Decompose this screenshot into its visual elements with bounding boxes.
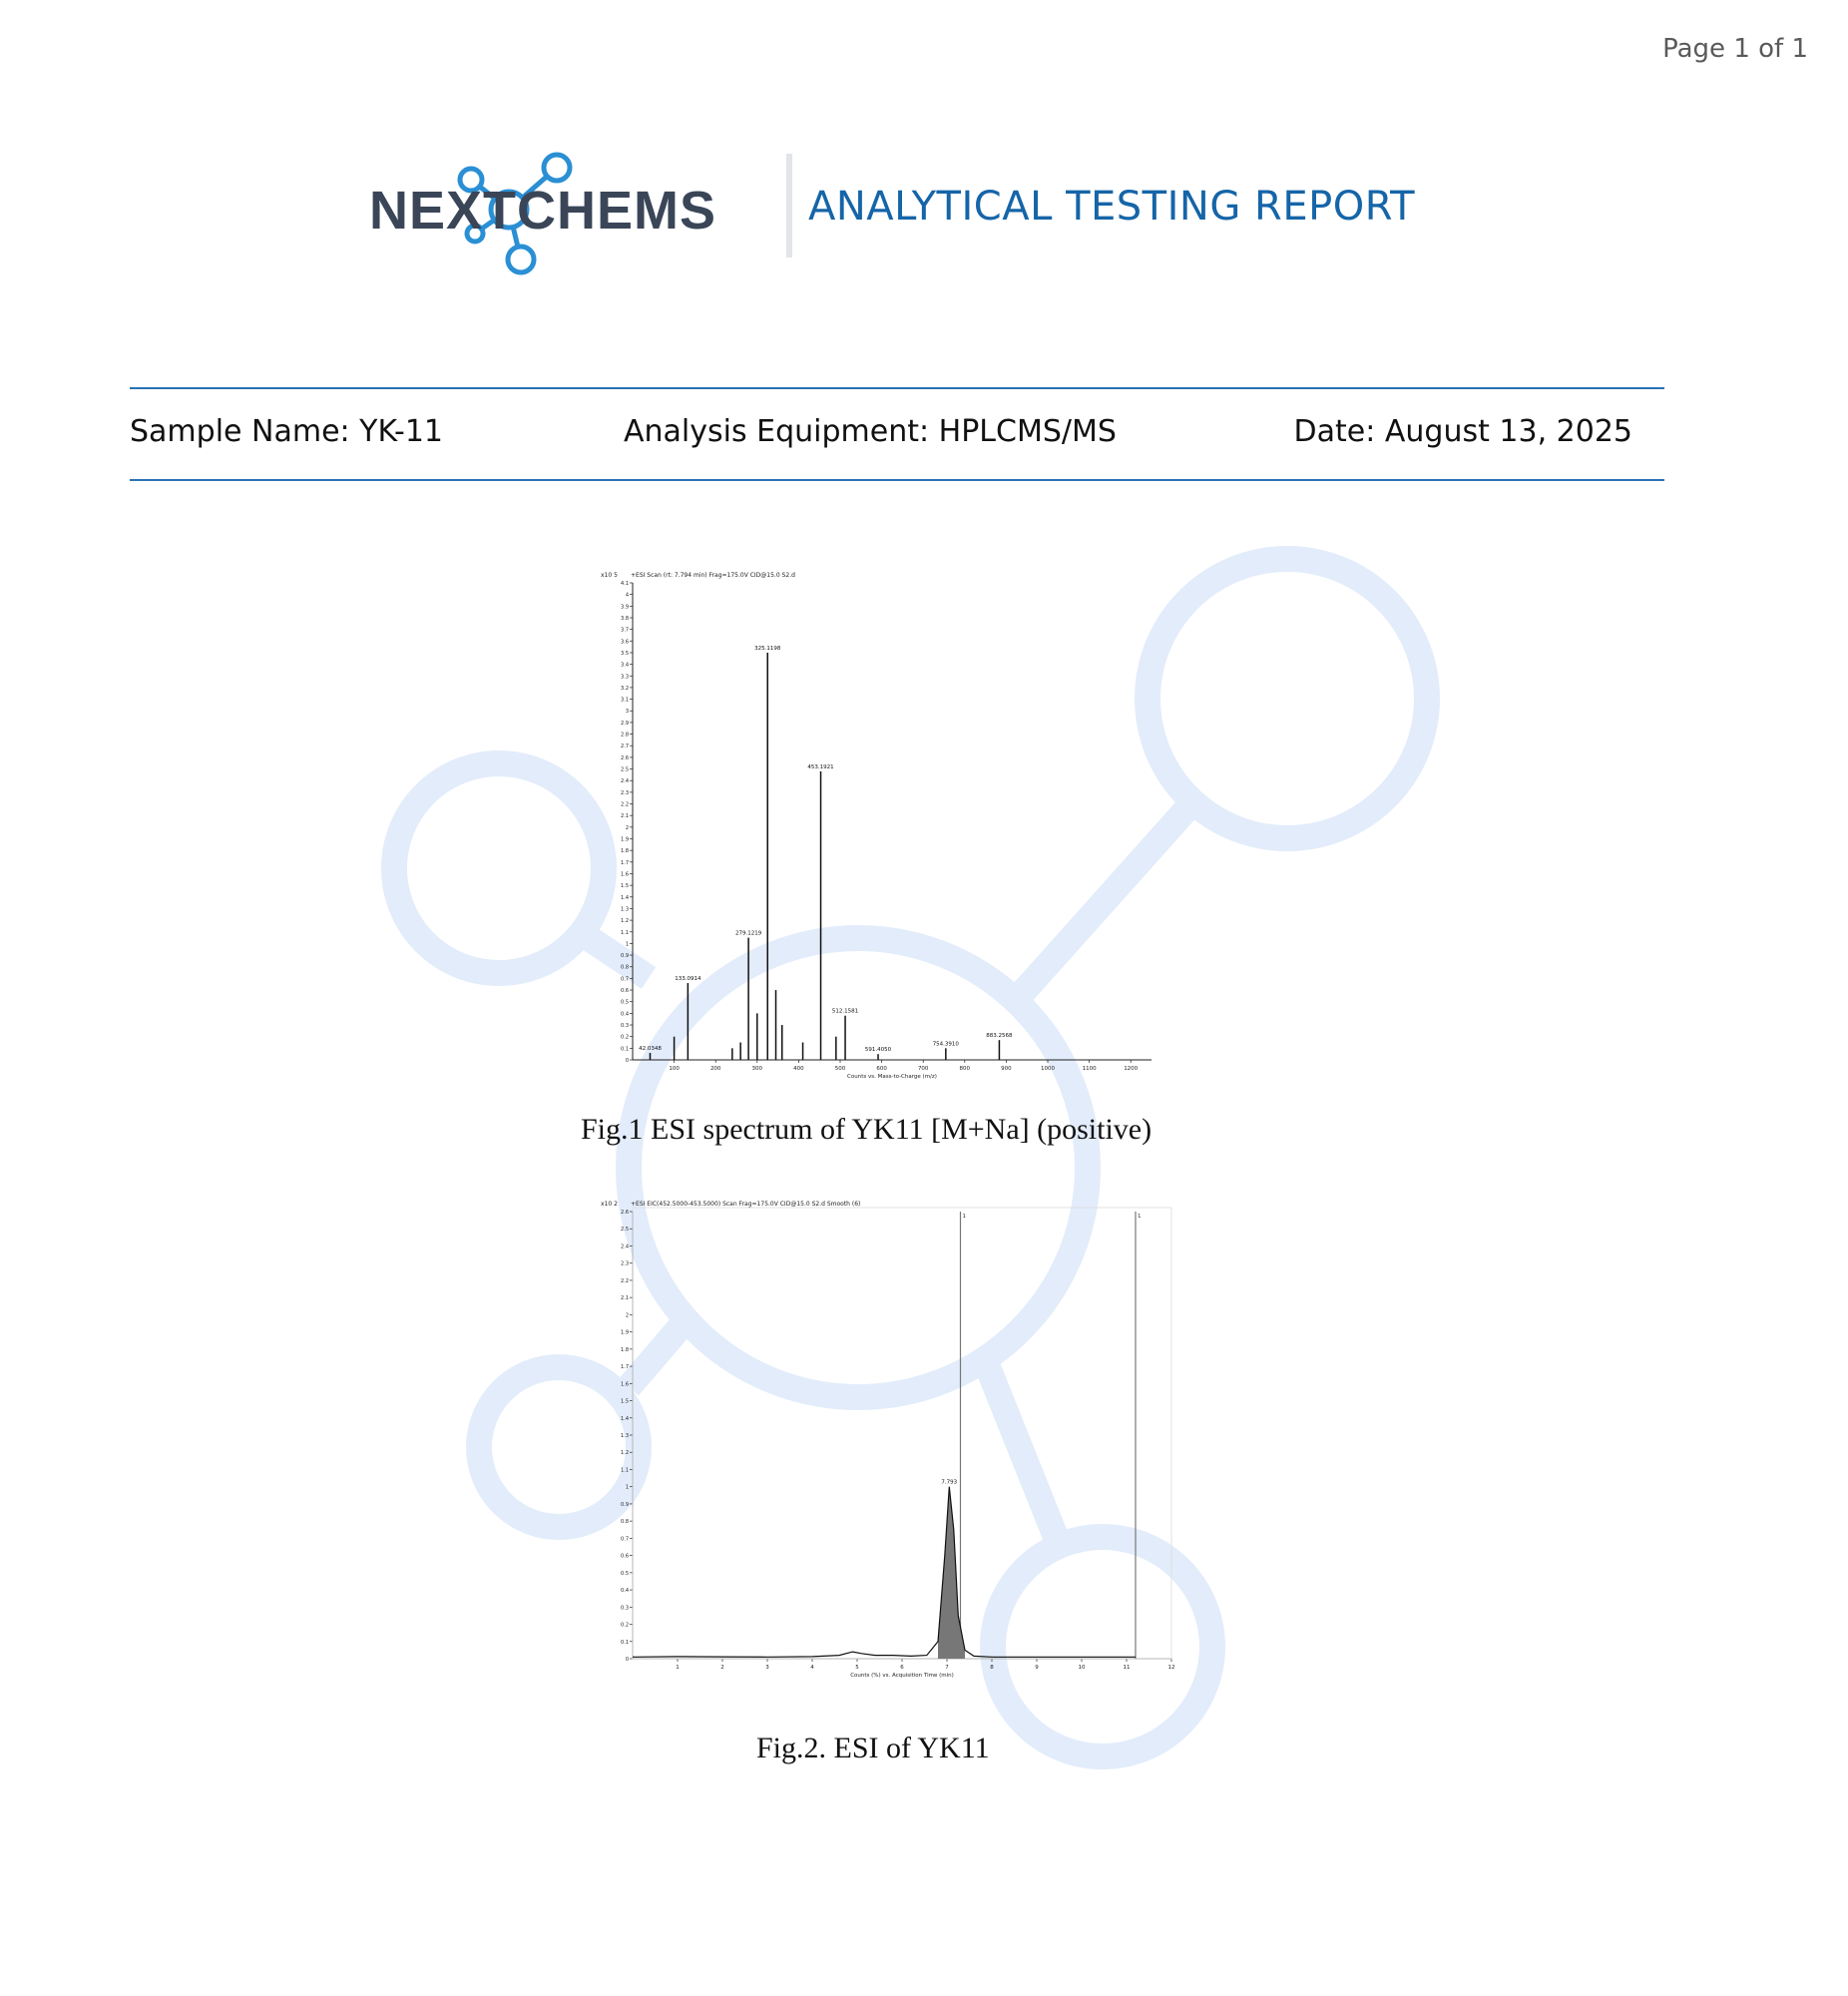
y-tick-label: 2.8: [621, 732, 629, 739]
y-tick-label: 0.2: [621, 1622, 629, 1629]
report-date: Date: August 13, 2025: [1293, 414, 1632, 449]
x-tick-label: 6: [900, 1665, 904, 1671]
y-tick-label: 1.2: [621, 918, 629, 925]
y-tick-label: 0.1: [621, 1639, 629, 1646]
page-number: Page 1 of 1: [1662, 34, 1808, 64]
y-tick-label: 0.6: [621, 1553, 629, 1560]
y-tick-label: 0.7: [621, 976, 629, 983]
series-line: [633, 1487, 1136, 1658]
y-tick-label: 2.3: [621, 789, 629, 796]
y-tick-label: 1: [625, 941, 629, 948]
x-tick-label: 400: [793, 1066, 804, 1072]
y-tick-label: 3: [625, 709, 629, 716]
y-tick-label: 3.2: [621, 685, 629, 692]
y-tick-label: 0.9: [621, 953, 629, 960]
y-tick-label: 1: [625, 1484, 629, 1491]
y-tick-label: 2.1: [621, 813, 629, 820]
x-tick-label: 11: [1123, 1665, 1131, 1671]
y-tick-label: 2.9: [621, 720, 629, 727]
y-tick-label: 1.4: [621, 894, 629, 901]
peak-label: 883.2568: [986, 1033, 1013, 1040]
x-tick-label: 8: [990, 1665, 994, 1671]
y-tick-label: 2: [625, 824, 629, 831]
y-tick-label: 2.5: [621, 766, 629, 773]
chart-title: +ESI EIC(452.5000-453.5000) Scan Frag=175.0V CID@15.0 S2.d Smooth (6): [631, 1201, 861, 1208]
figure-1-caption: Fig.1 ESI spectrum of YK11 [M+Na] (positive): [581, 1113, 1153, 1146]
figure-2-caption: Fig.2. ESI of YK11: [756, 1732, 990, 1764]
top-rule: [130, 387, 1664, 389]
y-tick-label: 0.7: [621, 1536, 629, 1543]
y-tick-label: 1.3: [621, 906, 629, 913]
y-tick-label: 4: [625, 592, 629, 599]
y-tick-label: 1.1: [621, 1467, 629, 1474]
marker-label: 1: [962, 1214, 966, 1220]
x-tick-label: 4: [810, 1665, 814, 1671]
sample-name: Sample Name: YK-11: [130, 414, 444, 449]
y-tick-label: 2.7: [621, 744, 629, 750]
x-axis-label: Counts (%) vs. Acquisition Time (min): [850, 1673, 954, 1679]
report-title: ANALYTICAL TESTING REPORT: [808, 184, 1416, 230]
x-axis-label: Counts vs. Mass-to-Charge (m/z): [847, 1074, 937, 1080]
y-tick-label: 1.1: [621, 929, 629, 936]
x-tick-label: 900: [1001, 1066, 1012, 1072]
y-tick-label: 0.4: [621, 1011, 629, 1018]
logo-wordmark: NEXTCHEMS: [369, 181, 717, 241]
x-tick-label: 1: [676, 1665, 680, 1671]
x-tick-label: 200: [709, 1066, 721, 1072]
y-tick-label: 1.4: [621, 1415, 629, 1422]
peak-label: 279.1219: [734, 930, 762, 937]
y-tick-label: 3.1: [621, 697, 629, 704]
sample-info-row: [130, 414, 1664, 454]
y-tick-label: 3.3: [621, 674, 629, 681]
x-tick-label: 700: [917, 1066, 929, 1072]
x-tick-label: 500: [834, 1066, 846, 1072]
y-scale-label: x10 2: [601, 1201, 618, 1208]
y-tick-label: 0.8: [621, 964, 629, 971]
y-tick-label: 0.5: [621, 999, 629, 1006]
eic-chromatogram-chart: [599, 1198, 1187, 1697]
plot-frame: [633, 1208, 1171, 1659]
x-tick-label: 12: [1167, 1665, 1175, 1671]
peak-label: 591.4050: [864, 1047, 892, 1054]
y-tick-label: 1.8: [621, 848, 629, 855]
y-tick-label: 1.7: [621, 1364, 629, 1371]
y-tick-label: 3.4: [621, 662, 629, 669]
y-tick-label: 2.2: [621, 1277, 629, 1284]
y-tick-label: 1.5: [621, 1398, 629, 1405]
y-tick-label: 1.6: [621, 1381, 629, 1388]
x-tick-label: 100: [669, 1066, 680, 1072]
y-tick-label: 0: [625, 1058, 629, 1064]
y-tick-label: 2.3: [621, 1260, 629, 1267]
x-tick-label: 7: [945, 1665, 949, 1671]
y-tick-label: 0.4: [621, 1588, 629, 1595]
y-tick-label: 0.3: [621, 1605, 629, 1612]
y-tick-label: 0.8: [621, 1519, 629, 1526]
y-tick-label: 4.1: [621, 581, 629, 587]
y-tick-label: 1.5: [621, 883, 629, 890]
y-tick-label: 3.5: [621, 650, 629, 657]
y-tick-label: 1.7: [621, 859, 629, 866]
y-tick-label: 2.5: [621, 1227, 629, 1234]
y-tick-label: 0.3: [621, 1023, 629, 1030]
x-tick-label: 2: [720, 1665, 724, 1671]
y-tick-label: 1.3: [621, 1433, 629, 1439]
x-tick-label: 600: [876, 1066, 887, 1072]
y-tick-label: 2.4: [621, 1244, 629, 1250]
y-tick-label: 0.6: [621, 988, 629, 995]
y-tick-label: 0.5: [621, 1570, 629, 1577]
y-tick-label: 2.4: [621, 778, 629, 785]
analysis-equipment: Analysis Equipment: HPLCMS/MS: [624, 414, 1117, 449]
y-tick-label: 3.6: [621, 639, 629, 646]
x-tick-label: 800: [959, 1066, 971, 1072]
peak-label: 7.793: [941, 1479, 958, 1486]
y-tick-label: 2.1: [621, 1295, 629, 1302]
y-tick-label: 2.6: [621, 754, 629, 761]
x-tick-label: 300: [751, 1066, 763, 1072]
y-tick-label: 2: [625, 1312, 629, 1319]
y-scale-label: x10 5: [601, 572, 618, 579]
y-tick-label: 2.6: [621, 1210, 629, 1216]
x-tick-label: 1200: [1124, 1066, 1139, 1072]
y-tick-label: 0.1: [621, 1046, 629, 1053]
peak-label: 42.0348: [639, 1046, 662, 1053]
x-tick-label: 5: [855, 1665, 859, 1671]
y-tick-label: 1.9: [621, 836, 629, 843]
y-tick-label: 0.2: [621, 1034, 629, 1041]
x-tick-label: 9: [1035, 1665, 1039, 1671]
y-tick-label: 0: [625, 1657, 629, 1663]
y-tick-label: 1.2: [621, 1450, 629, 1457]
y-tick-label: 0.9: [621, 1501, 629, 1508]
chart-title: +ESI Scan (rt: 7.794 min) Frag=175.0V CID@15.0 S2.d: [631, 572, 795, 579]
ms-spectrum-chart: [599, 569, 1167, 1088]
x-tick-label: 3: [765, 1665, 769, 1671]
marker-label: 1: [1138, 1214, 1142, 1220]
peak-label: 325.1198: [754, 645, 781, 652]
peak-label: 133.0914: [675, 976, 701, 983]
x-tick-label: 1100: [1082, 1066, 1097, 1072]
y-tick-label: 2.2: [621, 801, 629, 808]
y-tick-label: 3.8: [621, 615, 629, 622]
report-header: [369, 150, 1477, 279]
peak-label: 512.1581: [831, 1008, 859, 1015]
bottom-rule: [130, 479, 1664, 481]
header-divider: [786, 154, 792, 257]
y-tick-label: 1.8: [621, 1346, 629, 1353]
y-tick-label: 1.6: [621, 871, 629, 878]
x-tick-label: 10: [1078, 1665, 1086, 1671]
x-tick-label: 1000: [1041, 1066, 1055, 1072]
y-tick-label: 3.7: [621, 627, 629, 634]
y-tick-label: 3.9: [621, 604, 629, 611]
y-tick-label: 1.9: [621, 1329, 629, 1336]
peak-label: 754.3910: [932, 1041, 959, 1048]
peak-label: 453.1921: [807, 763, 834, 770]
